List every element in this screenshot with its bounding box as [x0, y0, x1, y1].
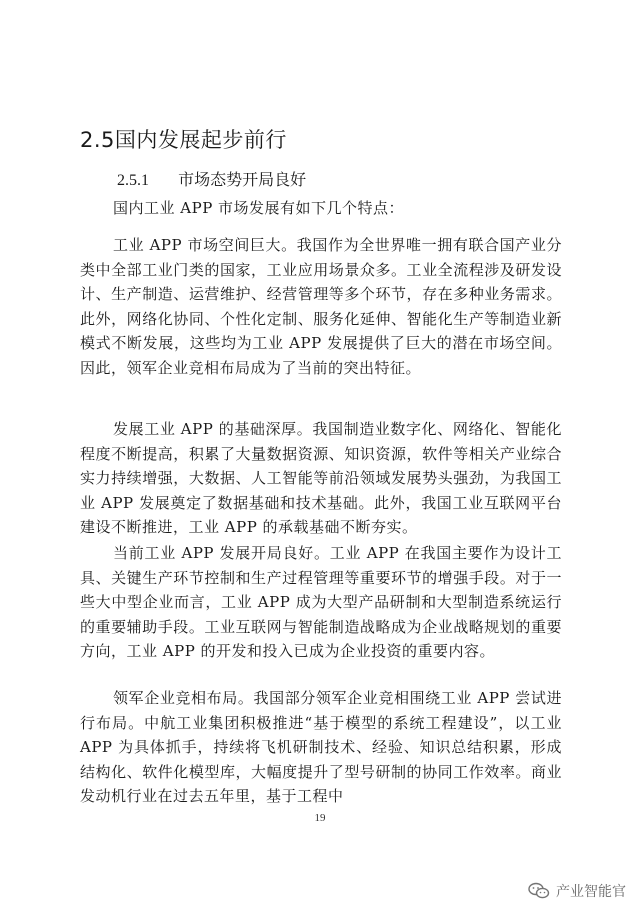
paragraph-good-start: 当前工业 APP 发展开局良好。工业 APP 在我国主要作为设计工具、关键生产环节控制和生产过程管理等重要环节的增强手段。对于一些大中型企业而言，工业 APP 成为大型产品研制和大型制造系统运行的重要辅助手段。工业互联网与智能制造战略成为企业战略规划的重要方向，工业 APP 的开发和投入已成为企业投资的重要内容。 — [80, 544, 562, 661]
watermark-text: 产业智能官 — [556, 884, 626, 900]
wechat-icon — [528, 882, 550, 900]
page-number: 19 — [314, 812, 326, 824]
paragraph-foundation: 发展工业 APP 的基础深厚。我国制造业数字化、网络化、智能化程度不断提高，积累了大量数据资源、知识资源，软件等相关产业综合实力持续增强，大数据、人工智能等前沿领域发展势头强劲，为我国工业 APP 发展奠定了数据基础和技术基础。此外，我国工业互联网平台建设不断推进，工业 APP 的承载基础不断夯实。 — [80, 420, 562, 537]
subsection-heading — [117, 167, 306, 190]
subsection-title: 市场态势开局良好 — [178, 170, 307, 189]
section-heading: 2.5国内发展起步前行 — [80, 128, 287, 152]
subsection-number: 2.5.1 — [117, 172, 149, 189]
paragraph-intro: 国内工业 APP 市场发展有如下几个特点： — [113, 199, 405, 217]
paragraph-leading-enterprises: 领军企业竞相布局。我国部分领军企业竞相围绕工业 APP 尝试进行布局。中航工业集团积极推进“基于模型的系统工程建设”，以工业 APP 为具体抓手，持续将飞机研制技术、经验、知识总结积累，形成结构化、软件化模型库，大幅度提升了型号研制的协同工作效率。商业发动机行业在过去五年里，基于工程中 — [80, 689, 562, 806]
watermark — [528, 881, 626, 901]
paragraph-market-space: 工业 APP 市场空间巨大。我国作为全世界唯一拥有联合国产业分类中全部工业门类的国家，工业应用场景众多。工业全流程涉及研发设计、生产制造、运营维护、经营管理等多个环节，存在多种业务需求。此外，网络化协同、个性化定制、服务化延伸、智能化生产等制造业新模式不断发展，这些均为工业 APP 发展提供了巨大的潜在市场空间。因此，领军企业竞相布局成为了当前的突出特征。 — [80, 236, 562, 377]
